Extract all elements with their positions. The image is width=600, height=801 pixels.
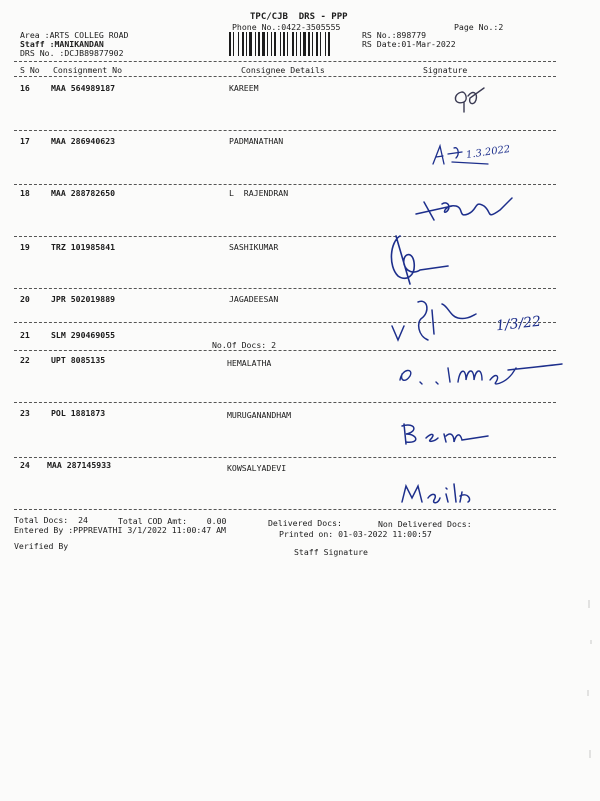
barcode-image xyxy=(229,32,354,56)
table-bottom-divider xyxy=(14,509,556,510)
row-sno: 16 xyxy=(20,83,30,93)
row-sno: 23 xyxy=(20,408,30,418)
row-consignment: JPR 502019889 xyxy=(51,294,116,304)
total-cod-amount: Total COD Amt: 0.00 xyxy=(118,516,227,526)
row-consignee: L RAJENDRAN xyxy=(229,188,289,198)
row-consignee: MURUGANANDHAM xyxy=(227,410,292,420)
row-divider xyxy=(14,402,556,403)
column-consignee: Consignee Details xyxy=(241,65,325,75)
column-signature: Signature xyxy=(423,65,468,75)
printed-on: Printed on: 01-03-2022 11:00:57 xyxy=(279,529,432,539)
sheet-title: TPC/CJB DRS - PPP xyxy=(250,12,348,22)
row-consignee: KAREEM xyxy=(229,83,259,93)
row-consignment: UPT 8085135 xyxy=(51,355,106,365)
row-divider xyxy=(14,130,556,131)
rs-date: RS Date:01-Mar-2022 xyxy=(362,39,456,49)
signature-row-16 xyxy=(448,84,493,114)
signature-row-22 xyxy=(396,360,566,390)
row-sno: 18 xyxy=(20,188,30,198)
staff-signature-label: Staff Signature xyxy=(294,547,368,557)
row-consignment: SLM 290469055 xyxy=(51,330,116,340)
phone-number: Phone No.:0422-3505555 xyxy=(232,22,341,32)
signature-row-18 xyxy=(412,192,522,222)
header-divider-bottom xyxy=(14,76,556,77)
non-delivered-docs: Non Delivered Docs: xyxy=(378,519,472,529)
row-consignee: SASHIKUMAR xyxy=(229,242,279,252)
signature-row-19 xyxy=(388,232,458,292)
row-divider xyxy=(14,236,556,237)
handwritten-date-row-20: 1/3/22 xyxy=(495,313,542,335)
row-consignment: MAA 288782650 xyxy=(51,188,116,198)
row-sno: 24 xyxy=(20,460,30,470)
area-label: Area :ARTS COLLEG ROAD xyxy=(20,30,129,40)
row-consignment: TRZ 101985841 xyxy=(51,242,116,252)
column-consignment: Consignment No xyxy=(53,65,123,75)
signature-row-24 xyxy=(398,480,478,508)
row-consignment: POL 1881873 xyxy=(51,408,106,418)
row-sno: 22 xyxy=(20,355,30,365)
row-consignment: MAA 564989187 xyxy=(51,83,116,93)
row-divider xyxy=(14,184,556,185)
row-divider xyxy=(14,457,556,458)
row-consignment: MAA 286940623 xyxy=(51,136,116,146)
signature-row-23 xyxy=(398,420,493,448)
row-divider xyxy=(14,350,556,351)
drs-number: DRS No. :DCJB89877902 xyxy=(20,48,124,58)
page-number: Page No.:2 xyxy=(454,22,504,32)
row-divider xyxy=(14,288,556,289)
verified-by: Verified By xyxy=(14,541,69,551)
row-sno: 17 xyxy=(20,136,30,146)
staff-label: Staff :MANIKANDAN xyxy=(20,39,104,49)
handwritten-date-row-17: 1.3.2022 xyxy=(465,143,512,162)
rs-number: RS No.:898779 xyxy=(362,30,427,40)
row-sno: 19 xyxy=(20,242,30,252)
delivered-docs: Delivered Docs: xyxy=(268,518,342,528)
row-sno: 21 xyxy=(20,330,30,340)
row-sno: 20 xyxy=(20,294,30,304)
row-consignee: JAGADEESAN xyxy=(229,294,279,304)
scan-artifact-marks xyxy=(585,600,595,790)
row-doc-count: No.Of Docs: 2 xyxy=(212,340,277,350)
column-sno: S No xyxy=(20,65,40,75)
header-divider-top xyxy=(14,61,556,62)
row-consignee: HEMALATHA xyxy=(227,358,272,368)
row-consignment: MAA 287145933 xyxy=(47,460,112,470)
row-consignee: KOWSALYADEVI xyxy=(227,463,287,473)
row-consignee: PADMANATHAN xyxy=(229,136,284,146)
total-docs: Total Docs: 24 xyxy=(14,515,88,525)
signature-row-20 xyxy=(388,296,498,348)
entered-by: Entered By :PPPREVATHI 3/1/2022 11:00:47 AM xyxy=(14,525,226,535)
